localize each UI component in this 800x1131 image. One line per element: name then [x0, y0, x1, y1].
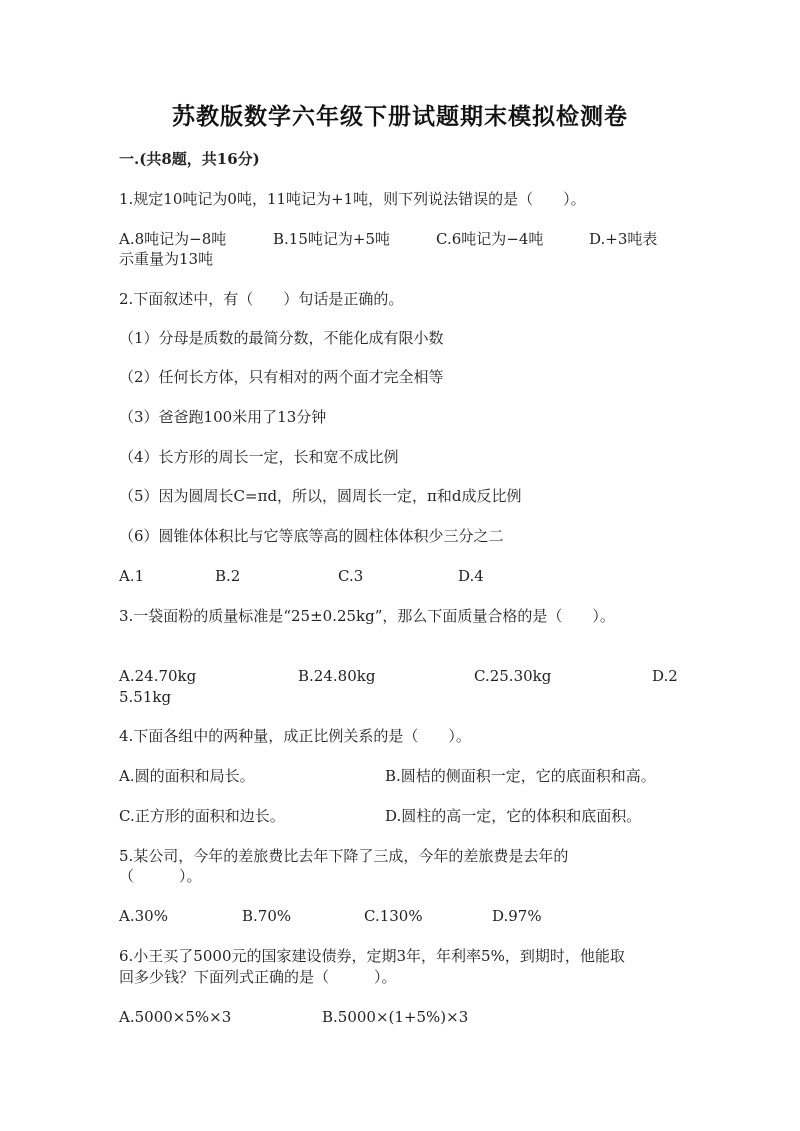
q2-option-c: C.3 — [338, 567, 364, 585]
q5-stem-cont: （ ）。 — [119, 867, 202, 885]
q4-option-b: B.圆桔的侧面积一定，它的底面积和高。 — [385, 767, 656, 785]
q6-option-b: B.5000×(1+5%)×3 — [322, 1008, 469, 1026]
q5-option-c: C.130% — [364, 907, 423, 925]
q5-stem: 5.某公司，今年的差旅费比去年下降了三成，今年的差旅费是去年的 — [119, 847, 569, 865]
q6-stem-cont: 回多少钱？下面列式正确的是（ ）。 — [119, 968, 397, 986]
q1-stem: 1.规定10吨记为0吨，11吨记为+1吨，则下列说法错误的是（ ）。 — [119, 190, 586, 208]
q4-stem: 4.下面各组中的两种量，成正比例关系的是（ ）。 — [119, 727, 471, 745]
q3-option-d: D.2 — [652, 667, 678, 685]
q2-statement-3: （3）爸爸跑100米用了13分钟 — [119, 408, 327, 426]
q5-option-d: D.97% — [492, 907, 542, 925]
q1-option-b: B.15吨记为+5吨 — [273, 230, 390, 248]
q5-option-b: B.70% — [242, 907, 292, 925]
q2-statement-6: （6）圆锥体体积比与它等底等高的圆柱体体积少三分之二 — [119, 527, 504, 545]
q2-option-a: A.1 — [119, 567, 145, 585]
q4-option-a: A.圆的面积和局长。 — [119, 767, 255, 785]
section-heading: 一.(共8题，共16分) — [119, 150, 260, 168]
q4-option-d: D.圆柱的高一定，它的体积和底面积。 — [385, 807, 642, 825]
q1-option-d-cont: 示重量为13吨 — [119, 250, 214, 268]
exam-title: 苏教版数学六年级下册试题期末模拟检测卷 — [172, 103, 628, 130]
q2-option-d: D.4 — [458, 567, 484, 585]
q2-statement-5: （5）因为圆周长C=πd，所以，圆周长一定，π和d成反比例 — [119, 487, 522, 505]
q3-option-a: A.24.70kg — [119, 667, 197, 685]
q3-option-c: C.25.30kg — [474, 667, 552, 685]
q3-stem: 3.一袋面粉的质量标准是“25±0.25kg”，那么下面质量合格的是（ ）。 — [119, 607, 615, 625]
q2-statement-1: （1）分母是质数的最简分数，不能化成有限小数 — [119, 329, 444, 347]
q3-option-d-cont: 5.51kg — [119, 688, 172, 706]
q1-option-a: A.8吨记为−8吨 — [119, 230, 227, 248]
q6-option-a: A.5000×5%×3 — [119, 1008, 232, 1026]
q6-stem: 6.小王买了5000元的国家建设债券，定期3年，年利率5%，到期时，他能取 — [119, 947, 625, 965]
q5-option-a: A.30% — [119, 907, 168, 925]
q1-option-c: C.6吨记为−4吨 — [436, 230, 544, 248]
q4-option-c: C.正方形的面积和边长。 — [119, 807, 285, 825]
q2-statement-2: （2）任何长方体，只有相对的两个面才完全相等 — [119, 368, 444, 386]
q3-option-b: B.24.80kg — [298, 667, 376, 685]
q1-option-d: D.+3吨表 — [589, 230, 658, 248]
q2-statement-4: （4）长方形的周长一定，长和宽不成比例 — [119, 448, 399, 466]
q2-stem: 2.下面叙述中，有（ ）句话是正确的。 — [119, 290, 404, 308]
q2-option-b: B.2 — [215, 567, 241, 585]
